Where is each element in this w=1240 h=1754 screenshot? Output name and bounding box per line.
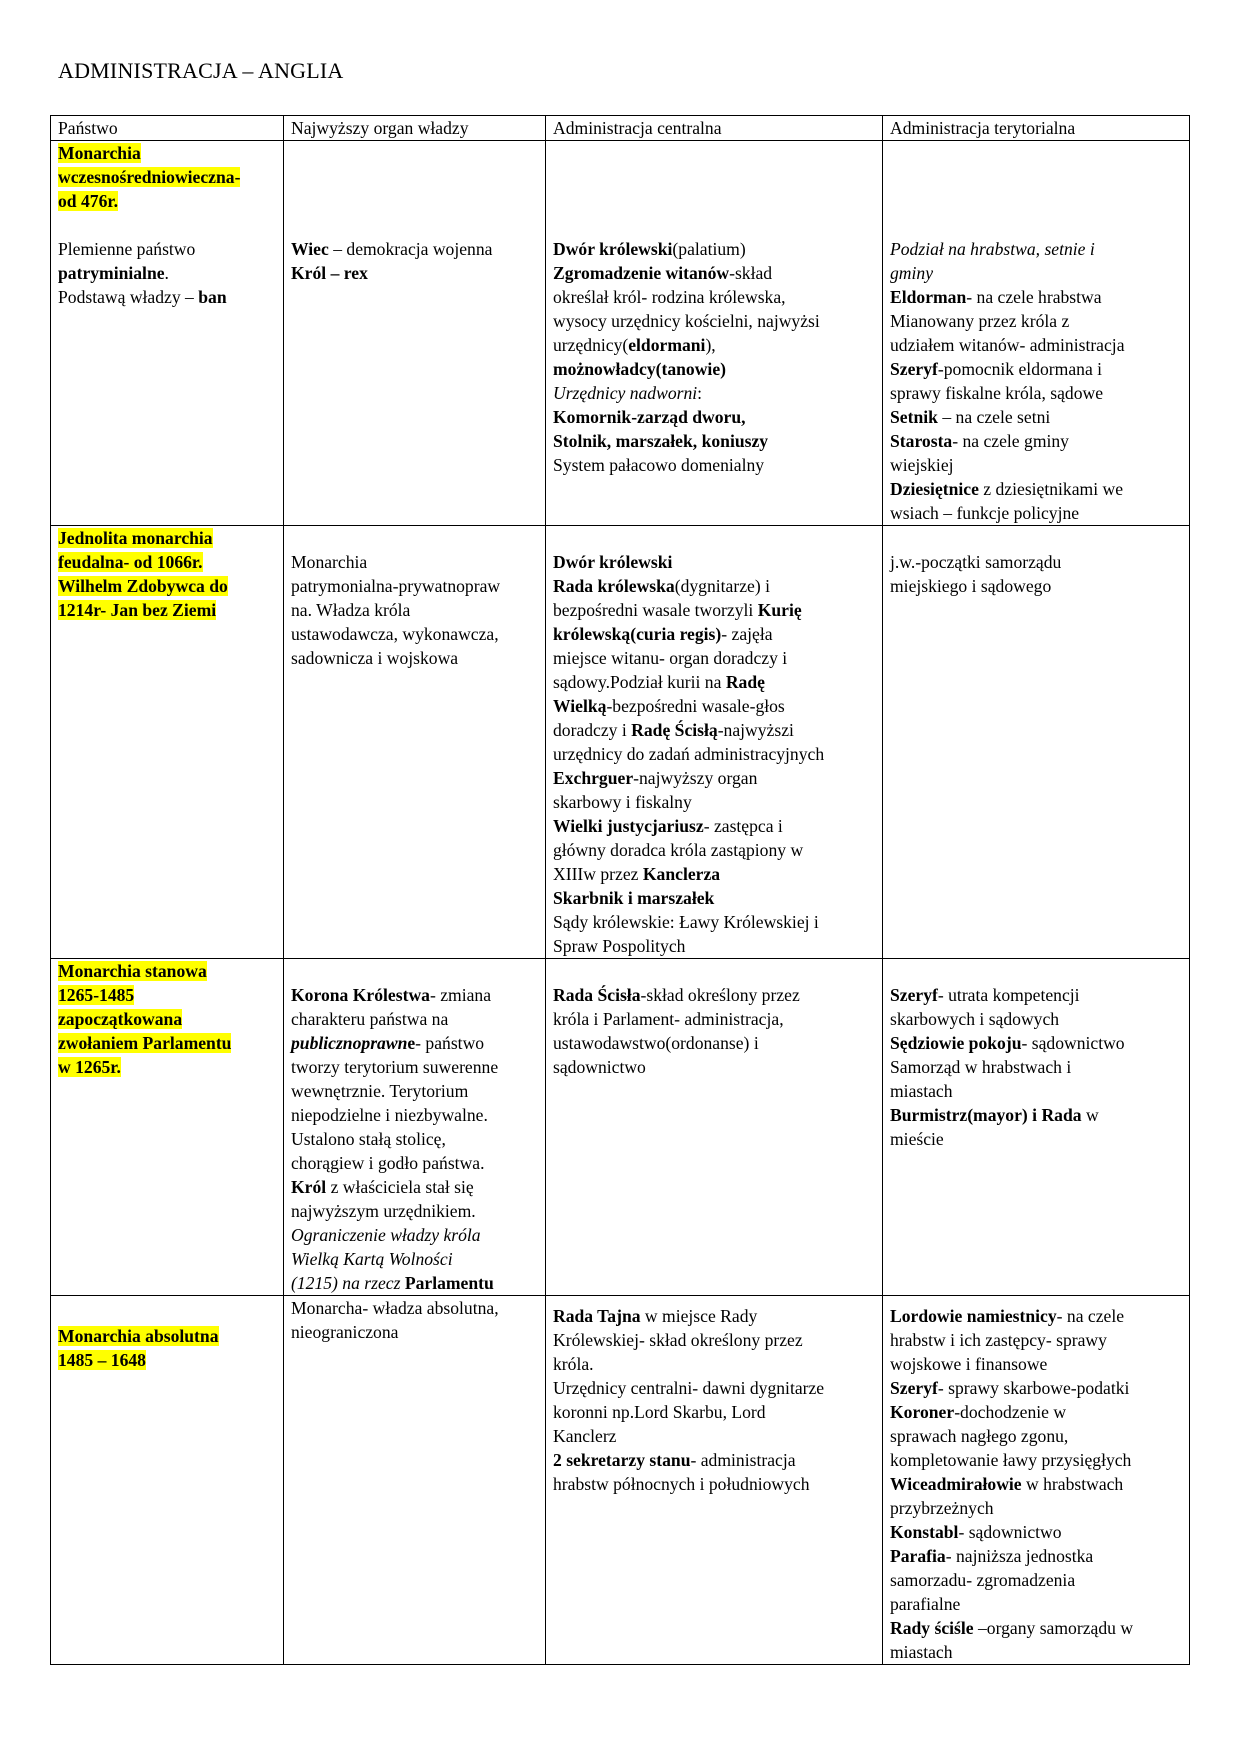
cell-text: - administracja [690, 1450, 796, 1470]
cell-text: Ustalono stałą stolicę, [291, 1129, 446, 1149]
period-label: w 1265r. [58, 1057, 121, 1077]
cell-text: Mianowany przez króla z [890, 311, 1070, 331]
cell-text: tworzy terytorium suwerenne [291, 1057, 499, 1077]
cell-text: bezpośredni wasale tworzyli [553, 600, 758, 620]
cell-text: Król [291, 1177, 327, 1197]
page-title: ADMINISTRACJA – ANGLIA [58, 58, 344, 83]
cell-text: Korona Królestwa [291, 985, 430, 1005]
table-row [51, 959, 1190, 1296]
cell-text: królewską(curia regis) [553, 624, 722, 644]
cell-text: Urzędnicy centralni- dawni dygnitarze [553, 1378, 825, 1398]
cell-text: (palatium) [672, 239, 746, 259]
cell-text: 2 sekretarzy stanu [553, 1450, 691, 1470]
cell-text: Szeryf [890, 1378, 938, 1398]
period-label: zwołaniem Parlamentu [58, 1033, 232, 1053]
cell-text: miastach [890, 1081, 953, 1101]
organ-cell [284, 141, 546, 526]
cell-text: -najwyższi [717, 720, 794, 740]
cell-text: Setnik [890, 407, 938, 427]
cell-text: patrymonialna-prywatnopraw [291, 576, 501, 596]
period-label: od 476r. [58, 191, 118, 211]
cell-text: Radę Ścisłą [631, 720, 718, 740]
state-cell [51, 141, 284, 526]
cell-text: - zastępca i [703, 816, 783, 836]
cell-text: sprawach nagłego zgonu, [890, 1426, 1069, 1446]
cell-text: Szeryf [890, 985, 938, 1005]
cell-text: Kanclerza [642, 864, 721, 884]
cell-text: Eldorman [890, 287, 967, 307]
cell-text: –organy samorządu w [973, 1618, 1134, 1638]
cell-text: Exchrguer [553, 768, 634, 788]
cell-text: hrabstw i ich zastępcy- sprawy [890, 1330, 1107, 1350]
cell-text: wsiach – funkcje policyjne [890, 503, 1080, 523]
cell-text: Sędziowie pokoju [890, 1033, 1022, 1053]
period-label: wczesnośredniowieczna- [58, 167, 241, 187]
table-row [51, 526, 1190, 959]
period-label: Monarchia [58, 143, 141, 163]
central-cell [546, 1296, 883, 1665]
cell-text: - na czele hrabstwa [966, 287, 1102, 307]
cell-text: – demokracja wojenna [328, 239, 493, 259]
organ-cell [284, 959, 546, 1296]
cell-text: skarbowych i sądowych [890, 1009, 1060, 1029]
cell-text: System pałacowo domenialny [553, 455, 765, 475]
territorial-cell [883, 141, 1190, 526]
cell-text: Ograniczenie władzy króla [291, 1225, 481, 1245]
cell-text: - zajęła [721, 624, 773, 644]
cell-text: Plemienne państwo [58, 239, 196, 259]
cell-text: - państwo [415, 1033, 485, 1053]
cell-text: - sądownictwo [1021, 1033, 1125, 1053]
period-label: Monarchia stanowa [58, 961, 207, 981]
cell-text: Burmistrz(mayor) i Rada [890, 1105, 1082, 1125]
cell-text: sądowy.Podział kurii na [553, 672, 726, 692]
cell-text: Wielką Kartą Wolności [291, 1249, 453, 1269]
cell-text: Stolnik, marszałek, koniuszy [553, 431, 769, 451]
cell-text: wiejskiej [890, 455, 954, 475]
cell-text: Kurię [757, 600, 802, 620]
cell-text: miastach [890, 1642, 953, 1662]
territorial-cell [883, 959, 1190, 1296]
cell-text: -dochodzenie w [954, 1402, 1067, 1422]
cell-text: urzędnicy( [553, 335, 629, 355]
state-cell [51, 526, 284, 959]
table-row [51, 141, 1190, 526]
cell-text: – na czele setni [937, 407, 1051, 427]
cell-text: króla. [553, 1354, 594, 1374]
cell-text: - zmiana [429, 985, 492, 1005]
cell-text: Wiceadmirałowie [890, 1474, 1022, 1494]
cell-text: mieście [890, 1129, 944, 1149]
cell-text: Dwór królewski [553, 239, 673, 259]
cell-text: - na czele [1056, 1306, 1125, 1326]
state-cell [51, 1296, 284, 1665]
cell-text: -skład [729, 263, 773, 283]
cell-text: samorzadu- zgromadzenia [890, 1570, 1076, 1590]
cell-text: skarbowy i fiskalny [553, 792, 692, 812]
territorial-cell [883, 526, 1190, 959]
cell-text: Monarchia [291, 552, 368, 572]
cell-text: Rada Tajna [553, 1306, 641, 1326]
cell-text: Królewskiej- skład określony przez [553, 1330, 803, 1350]
state-cell [51, 959, 284, 1296]
header-central-admin: Administracja centralna [546, 116, 883, 141]
cell-text: króla i Parlament- administracja, [553, 1009, 784, 1029]
cell-text: wysocy urzędnicy kościelni, najwyżsi [553, 311, 820, 331]
cell-text: główny doradca króla zastąpiony w [553, 840, 804, 860]
cell-text: Dziesiętnice [890, 479, 979, 499]
cell-text: -najwyższy organ [633, 768, 758, 788]
cell-text: Skarbnik i marszałek [553, 888, 715, 908]
cell-text: parafialne [890, 1594, 961, 1614]
central-cell [546, 526, 883, 959]
cell-text: j.w.-początki samorządu [890, 552, 1062, 572]
period-label: Monarchia absolutna [58, 1326, 219, 1346]
cell-text: -bezpośredni wasale-głos [606, 696, 785, 716]
cell-text: sadownicza i wojskowa [291, 648, 459, 668]
territorial-cell [883, 1296, 1190, 1665]
table-row [51, 1296, 1190, 1665]
cell-text: ustawodawcza, wykonawcza, [291, 624, 499, 644]
header-supreme-organ: Najwyższy organ władzy [284, 116, 546, 141]
table-header-row [51, 116, 1190, 141]
cell-text: kompletowanie ławy przysięgłych [890, 1450, 1132, 1470]
cell-text: ), [705, 335, 716, 355]
cell-text: - sprawy skarbowe-podatki [937, 1378, 1130, 1398]
organ-cell [284, 526, 546, 959]
cell-text: w [1081, 1105, 1099, 1125]
cell-text: - utrata kompetencji [937, 985, 1080, 1005]
cell-text: niepodzielne i niezbywalne. [291, 1105, 488, 1125]
cell-text: koronni np.Lord Skarbu, Lord [553, 1402, 766, 1422]
cell-text: - najniższa jednostka [945, 1546, 1094, 1566]
cell-text: publicznoprawn [291, 1033, 408, 1053]
period-label: zapoczątkowana [58, 1009, 183, 1029]
cell-text: miejskiego i sądowego [890, 576, 1052, 596]
cell-text: : [697, 383, 703, 403]
cell-text: Komornik-zarząd dworu, [553, 407, 746, 427]
central-cell [546, 141, 883, 526]
cell-text: Sądy królewskie: Ławy Królewskiej i [553, 912, 819, 932]
cell-text: Parafia [890, 1546, 946, 1566]
cell-text: -pomocnik eldormana i [937, 359, 1103, 379]
cell-text: Urzędnicy nadworni [553, 383, 698, 403]
cell-text: Samorząd w hrabstwach i [890, 1057, 1072, 1077]
cell-text: przybrzeżnych [890, 1498, 994, 1518]
cell-text: - sądownictwo [958, 1522, 1062, 1542]
period-label: feudalna- od 1066r. [58, 552, 203, 572]
cell-text: wojskowe i finansowe [890, 1354, 1048, 1374]
cell-text: Podstawą władzy – [58, 287, 199, 307]
cell-text: doradczy i [553, 720, 632, 740]
period-label: 1265-1485 [58, 985, 135, 1005]
cell-text: hrabstw północnych i południowych [553, 1474, 810, 1494]
cell-text: eldormani [628, 335, 706, 355]
cell-text: -skład określony przez [640, 985, 800, 1005]
cell-text: Parlamentu [404, 1273, 494, 1293]
cell-text: Król – rex [291, 263, 368, 283]
header-territorial-admin: Administracja terytorialna [883, 116, 1190, 141]
cell-text: Spraw Pospolitych [553, 936, 686, 956]
cell-text: w hrabstwach [1021, 1474, 1124, 1494]
cell-text: Koroner [890, 1402, 955, 1422]
cell-text: Monarcha- władza absolutna, [291, 1298, 499, 1318]
cell-text: (dygnitarze) i [674, 576, 770, 596]
cell-text: Starosta [890, 431, 953, 451]
period-label: 1485 – 1648 [58, 1350, 146, 1370]
cell-text: Wielki justycjariusz [553, 816, 704, 836]
cell-text: w miejsce Rady [640, 1306, 758, 1326]
cell-text: patryminialne [58, 263, 165, 283]
cell-text: Wiec [291, 239, 329, 259]
cell-text: chorągiew i godło państwa. [291, 1153, 485, 1173]
cell-text: Podział na hrabstwa, setnie i [890, 239, 1095, 259]
cell-text: gminy [890, 263, 933, 283]
cell-text: Dwór królewski [553, 552, 673, 572]
cell-text: Kanclerz [553, 1426, 617, 1446]
cell-text: możnowładcy(tanowie) [553, 359, 726, 379]
cell-text: nieograniczona [291, 1322, 399, 1342]
cell-text: określał król- rodzina królewska, [553, 287, 786, 307]
period-label: Jednolita monarchia [58, 528, 213, 548]
cell-text: udziałem witanów- administracja [890, 335, 1125, 355]
central-cell [546, 959, 883, 1296]
cell-text: Lordowie namiestnicy [890, 1306, 1057, 1326]
cell-text: sprawy fiskalne króla, sądowe [890, 383, 1104, 403]
cell-text: XIIIw przez [553, 864, 643, 884]
cell-text: wewnętrznie. Terytorium [291, 1081, 469, 1101]
cell-text: Rada Ścisła [553, 985, 641, 1005]
cell-text: (1215) na rzecz [291, 1273, 405, 1293]
cell-text: Szeryf [890, 359, 938, 379]
cell-text: Zgromadzenie witanów [553, 263, 730, 283]
cell-text: najwyższym urzędnikiem. [291, 1201, 476, 1221]
organ-cell [284, 1296, 546, 1665]
header-state: Państwo [51, 116, 284, 141]
cell-text: Rada królewska [553, 576, 675, 596]
cell-text: urzędnicy do zadań administracyjnych [553, 744, 825, 764]
cell-text: sądownictwo [553, 1057, 646, 1077]
cell-text: charakteru państwa na [291, 1009, 449, 1029]
cell-text: Radę [725, 672, 765, 692]
administration-table [50, 115, 1190, 1665]
cell-text: - na czele gminy [952, 431, 1069, 451]
period-label: Wilhelm Zdobywca do [58, 576, 228, 596]
cell-text: . [164, 263, 169, 283]
cell-text: z dziesiętnikami we [978, 479, 1124, 499]
cell-text: z właściciela stał się [326, 1177, 474, 1197]
cell-text: Rady ściśle [890, 1618, 974, 1638]
period-label: 1214r- Jan bez Ziemi [58, 600, 217, 620]
cell-text: e [407, 1033, 416, 1053]
cell-text: Konstabl [890, 1522, 959, 1542]
cell-text: miejsce witanu- organ doradczy i [553, 648, 788, 668]
cell-text: na. Władza króla [291, 600, 411, 620]
cell-text: ustawodawstwo(ordonanse) i [553, 1033, 759, 1053]
cell-text: ban [198, 287, 227, 307]
cell-text: Wielką [553, 696, 607, 716]
